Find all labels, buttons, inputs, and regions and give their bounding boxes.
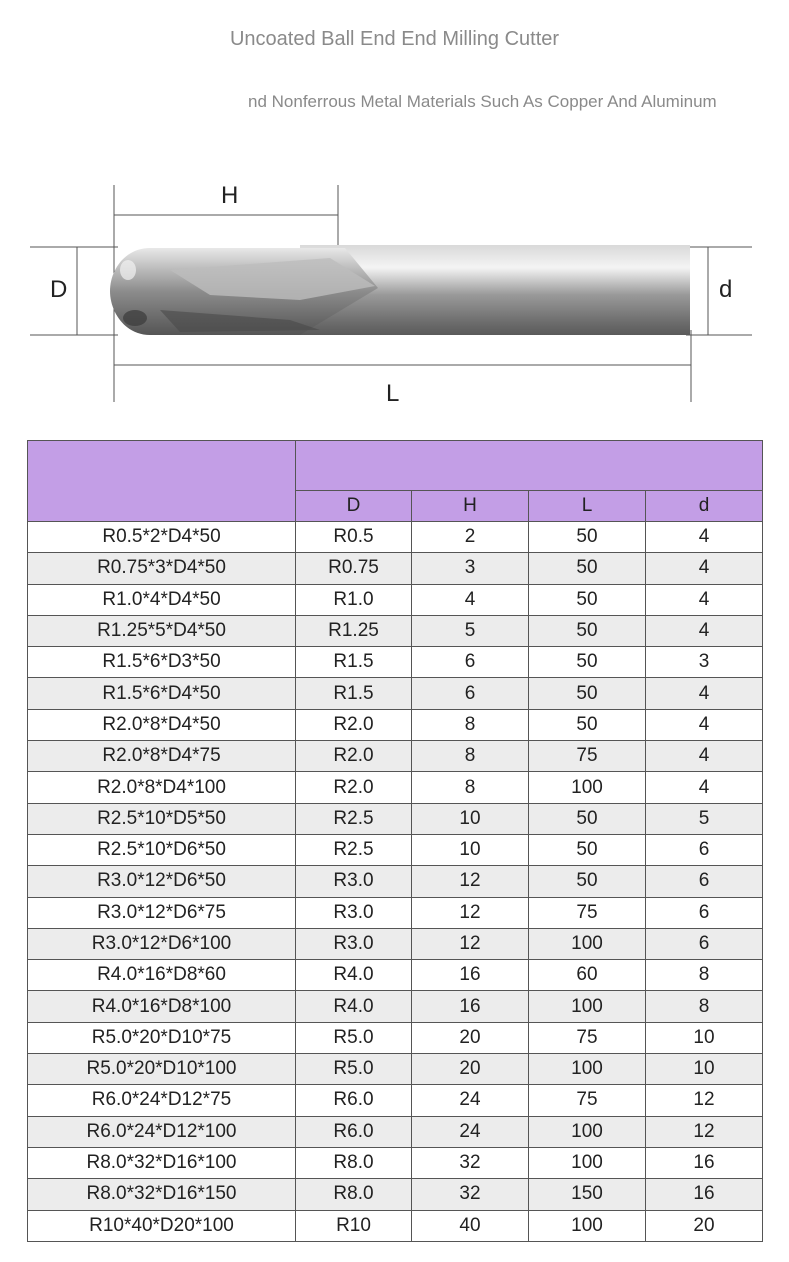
l-cell: 50 xyxy=(529,866,646,897)
table-row xyxy=(28,991,763,1022)
model-cell: R3.0*12*D6*75 xyxy=(28,897,296,928)
table-row xyxy=(28,584,763,615)
small-d-cell: 12 xyxy=(646,1116,763,1147)
l-cell: 100 xyxy=(529,1054,646,1085)
dimension-label-h: H xyxy=(221,182,239,209)
h-cell: 20 xyxy=(412,1022,529,1053)
model-cell: R1.5*6*D4*50 xyxy=(28,678,296,709)
big-d-cell: R4.0 xyxy=(296,991,412,1022)
table-row xyxy=(28,897,763,928)
model-cell: R10*40*D20*100 xyxy=(28,1210,296,1241)
l-cell: 150 xyxy=(529,1179,646,1210)
big-d-cell: R3.0 xyxy=(296,897,412,928)
small-d-cell: 20 xyxy=(646,1210,763,1241)
small-d-cell: 4 xyxy=(646,553,763,584)
model-cell: R8.0*32*D16*100 xyxy=(28,1147,296,1178)
h-cell: 4 xyxy=(412,584,529,615)
small-d-cell: 8 xyxy=(646,960,763,991)
model-cell: R5.0*20*D10*100 xyxy=(28,1054,296,1085)
l-cell: 50 xyxy=(529,803,646,834)
small-d-cell: 4 xyxy=(646,522,763,553)
big-d-cell: R2.0 xyxy=(296,741,412,772)
table-row xyxy=(28,834,763,865)
model-cell: R6.0*24*D12*100 xyxy=(28,1116,296,1147)
cutter-dimension-diagram xyxy=(0,170,789,420)
big-d-cell: R0.5 xyxy=(296,522,412,553)
h-cell: 24 xyxy=(412,1085,529,1116)
model-cell: R2.0*8*D4*50 xyxy=(28,709,296,740)
big-d-cell: R2.5 xyxy=(296,803,412,834)
small-d-cell: 6 xyxy=(646,897,763,928)
l-cell: 100 xyxy=(529,991,646,1022)
small-d-cell: 12 xyxy=(646,1085,763,1116)
table-row xyxy=(28,615,763,646)
h-cell: 12 xyxy=(412,928,529,959)
dimension-label-small-d: d xyxy=(719,276,733,303)
table-row xyxy=(28,1054,763,1085)
small-d-cell: 5 xyxy=(646,803,763,834)
l-cell: 100 xyxy=(529,1147,646,1178)
h-cell: 16 xyxy=(412,960,529,991)
l-cell: 100 xyxy=(529,1210,646,1241)
h-cell: 12 xyxy=(412,897,529,928)
table-row xyxy=(28,741,763,772)
l-cell: 50 xyxy=(529,834,646,865)
column-header-l: L xyxy=(529,491,646,522)
l-cell: 50 xyxy=(529,647,646,678)
model-cell: R1.5*6*D3*50 xyxy=(28,647,296,678)
table-row xyxy=(28,866,763,897)
l-cell: 100 xyxy=(529,772,646,803)
l-cell: 50 xyxy=(529,678,646,709)
table-row xyxy=(28,803,763,834)
model-cell: R5.0*20*D10*75 xyxy=(28,1022,296,1053)
big-d-cell: R1.5 xyxy=(296,678,412,709)
big-d-cell: R1.0 xyxy=(296,584,412,615)
model-cell: R0.5*2*D4*50 xyxy=(28,522,296,553)
small-d-cell: 8 xyxy=(646,991,763,1022)
table-row xyxy=(28,1179,763,1210)
l-cell: 60 xyxy=(529,960,646,991)
model-cell: R4.0*16*D8*60 xyxy=(28,960,296,991)
table-row xyxy=(28,772,763,803)
small-d-cell: 6 xyxy=(646,928,763,959)
big-d-cell: R8.0 xyxy=(296,1147,412,1178)
model-cell: R2.0*8*D4*100 xyxy=(28,772,296,803)
small-d-cell: 4 xyxy=(646,741,763,772)
l-cell: 75 xyxy=(529,1085,646,1116)
small-d-cell: 4 xyxy=(646,615,763,646)
model-cell: R6.0*24*D12*75 xyxy=(28,1085,296,1116)
l-cell: 50 xyxy=(529,709,646,740)
small-d-cell: 16 xyxy=(646,1147,763,1178)
big-d-cell: R10 xyxy=(296,1210,412,1241)
table-row xyxy=(28,1210,763,1241)
table-row xyxy=(28,1116,763,1147)
table-row xyxy=(28,553,763,584)
table-row xyxy=(28,1022,763,1053)
small-d-cell: 6 xyxy=(646,866,763,897)
big-d-cell: R0.75 xyxy=(296,553,412,584)
model-cell: R2.0*8*D4*75 xyxy=(28,741,296,772)
model-cell: R8.0*32*D16*150 xyxy=(28,1179,296,1210)
dimension-label-l: L xyxy=(386,380,400,407)
table-row xyxy=(28,647,763,678)
big-d-cell: R2.0 xyxy=(296,709,412,740)
small-d-cell: 10 xyxy=(646,1054,763,1085)
l-cell: 75 xyxy=(529,1022,646,1053)
table-row xyxy=(28,960,763,991)
big-d-cell: R1.5 xyxy=(296,647,412,678)
h-cell: 10 xyxy=(412,834,529,865)
h-cell: 2 xyxy=(412,522,529,553)
column-header-h: H xyxy=(412,491,529,522)
small-d-cell: 4 xyxy=(646,772,763,803)
small-d-cell: 4 xyxy=(646,584,763,615)
small-d-cell: 4 xyxy=(646,709,763,740)
model-cell: R2.5*10*D6*50 xyxy=(28,834,296,865)
big-d-cell: R4.0 xyxy=(296,960,412,991)
h-cell: 8 xyxy=(412,741,529,772)
h-cell: 10 xyxy=(412,803,529,834)
model-cell: R0.75*3*D4*50 xyxy=(28,553,296,584)
column-header-big-d: D xyxy=(296,491,412,522)
l-cell: 50 xyxy=(529,522,646,553)
big-d-cell: R1.25 xyxy=(296,615,412,646)
big-d-cell: R3.0 xyxy=(296,928,412,959)
model-cell: R1.0*4*D4*50 xyxy=(28,584,296,615)
spec-group-header-cell xyxy=(296,441,763,491)
h-cell: 16 xyxy=(412,991,529,1022)
small-d-cell: 3 xyxy=(646,647,763,678)
page-subtitle: nd Nonferrous Metal Materials Such As Copper And Aluminum xyxy=(248,92,717,111)
dimension-label-big-d: D xyxy=(50,276,68,303)
l-cell: 50 xyxy=(529,615,646,646)
column-header-small-d: d xyxy=(646,491,763,522)
specification-table xyxy=(27,440,763,1242)
h-cell: 8 xyxy=(412,772,529,803)
big-d-cell: R2.5 xyxy=(296,834,412,865)
big-d-cell: R6.0 xyxy=(296,1085,412,1116)
small-d-cell: 10 xyxy=(646,1022,763,1053)
l-cell: 50 xyxy=(529,553,646,584)
l-cell: 75 xyxy=(529,897,646,928)
table-header xyxy=(28,441,763,522)
small-d-cell: 6 xyxy=(646,834,763,865)
h-cell: 5 xyxy=(412,615,529,646)
model-cell: R3.0*12*D6*50 xyxy=(28,866,296,897)
h-cell: 6 xyxy=(412,678,529,709)
model-cell: R3.0*12*D6*100 xyxy=(28,928,296,959)
big-d-cell: R8.0 xyxy=(296,1179,412,1210)
table-row xyxy=(28,928,763,959)
model-cell: R2.5*10*D5*50 xyxy=(28,803,296,834)
table-row xyxy=(28,522,763,553)
l-cell: 50 xyxy=(529,584,646,615)
big-d-cell: R2.0 xyxy=(296,772,412,803)
h-cell: 24 xyxy=(412,1116,529,1147)
model-header-cell xyxy=(28,441,296,522)
cutter-body xyxy=(110,245,690,335)
big-d-cell: R3.0 xyxy=(296,866,412,897)
h-cell: 8 xyxy=(412,709,529,740)
table-row xyxy=(28,678,763,709)
h-cell: 32 xyxy=(412,1147,529,1178)
big-d-cell: R6.0 xyxy=(296,1116,412,1147)
h-cell: 20 xyxy=(412,1054,529,1085)
table-row xyxy=(28,709,763,740)
table-body xyxy=(28,522,763,1242)
table-row xyxy=(28,1085,763,1116)
model-cell: R4.0*16*D8*100 xyxy=(28,991,296,1022)
page-title: Uncoated Ball End End Milling Cutter xyxy=(229,28,560,50)
l-cell: 100 xyxy=(529,1116,646,1147)
h-cell: 12 xyxy=(412,866,529,897)
big-d-cell: R5.0 xyxy=(296,1022,412,1053)
h-cell: 3 xyxy=(412,553,529,584)
l-cell: 75 xyxy=(529,741,646,772)
h-cell: 6 xyxy=(412,647,529,678)
small-d-cell: 4 xyxy=(646,678,763,709)
small-d-cell: 16 xyxy=(646,1179,763,1210)
table-row xyxy=(28,1147,763,1178)
h-cell: 40 xyxy=(412,1210,529,1241)
model-cell: R1.25*5*D4*50 xyxy=(28,615,296,646)
l-cell: 100 xyxy=(529,928,646,959)
big-d-cell: R5.0 xyxy=(296,1054,412,1085)
h-cell: 32 xyxy=(412,1179,529,1210)
